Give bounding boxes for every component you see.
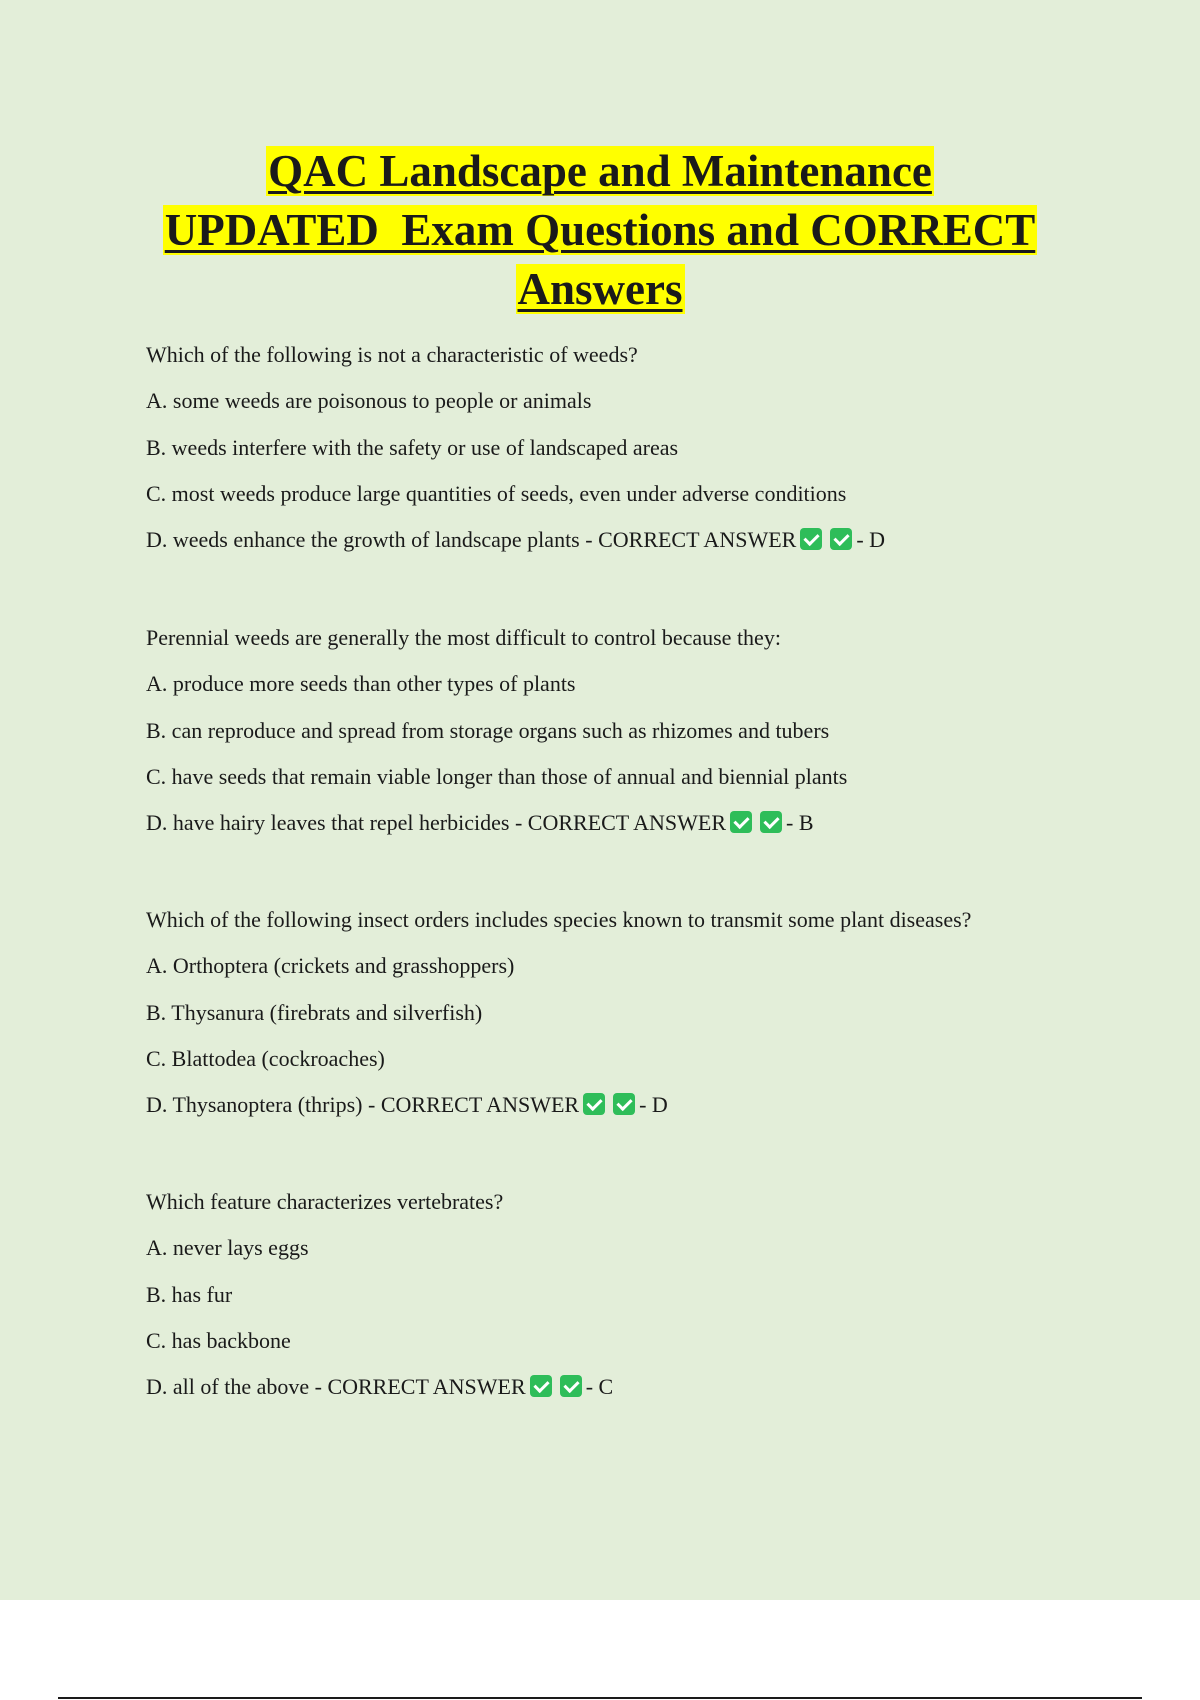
option-c: C. Blattodea (cockroaches) <box>146 1045 385 1071</box>
option-d: D. Thysanoptera (thrips) <box>146 1092 363 1118</box>
option-b: B. Thysanura (firebrats and silverfish) <box>146 999 483 1025</box>
option-d-with-answer: D. weeds enhance the growth of landscape plants - CORRECT ANSWER - D <box>146 527 886 553</box>
answer-letter: D <box>869 527 886 553</box>
option-b: B. can reproduce and spread from storage organs such as rhizomes and tubers <box>146 717 830 743</box>
option-a: A. Orthoptera (crickets and grasshoppers) <box>146 953 515 979</box>
check-mark-icon <box>613 1093 635 1115</box>
question-block-3 <box>146 904 1146 1135</box>
option-c: C. has backbone <box>146 1327 291 1353</box>
option-d-with-answer: D. Thysanoptera (thrips) - CORRECT ANSWER - D <box>146 1092 668 1118</box>
title-line-3: Answers <box>517 264 683 314</box>
option-a: A. produce more seeds than other types of plants <box>146 671 576 697</box>
option-c: C. most weeds produce large quantities of seeds, even under adverse conditions <box>146 480 847 506</box>
question-text: Which feature characterizes vertebrates? <box>146 1189 504 1214</box>
title-line-2: UPDATED Exam Questions and CORRECT <box>164 205 1036 255</box>
option-d-with-answer: D. all of the above - CORRECT ANSWER - C <box>146 1374 614 1400</box>
check-mark-icon <box>560 1375 582 1397</box>
answer-label: CORRECT ANSWER <box>327 1374 526 1400</box>
option-d-with-answer: D. have hairy leaves that repel herbicides - CORRECT ANSWER - B <box>146 810 814 836</box>
footer-divider <box>58 1697 1142 1699</box>
check-mark-icon <box>830 528 852 550</box>
option-d: D. have hairy leaves that repel herbicides <box>146 810 510 836</box>
check-mark-icon <box>800 528 822 550</box>
answer-letter: D <box>651 1092 668 1118</box>
answer-label: CORRECT ANSWER <box>598 527 797 553</box>
check-mark-icon <box>583 1093 605 1115</box>
answer-label: CORRECT ANSWER <box>527 810 727 836</box>
document-title <box>100 142 1100 319</box>
option-b: B. weeds interfere with the safety or use of landscaped areas <box>146 434 679 460</box>
option-d: D. weeds enhance the growth of landscape plants <box>146 527 580 553</box>
option-a: A. some weeds are poisonous to people or animals <box>146 388 592 414</box>
option-b: B. has fur <box>146 1281 233 1307</box>
question-block-1 <box>146 339 1146 570</box>
title-line-1: QAC Landscape and Maintenance <box>268 146 932 196</box>
check-mark-icon <box>730 811 752 833</box>
option-a: A. never lays eggs <box>146 1235 309 1261</box>
answer-label: CORRECT ANSWER <box>380 1092 580 1118</box>
answer-letter: B <box>798 810 814 836</box>
question-text: Perennial weeds are generally the most difficult to control because they: <box>146 625 781 650</box>
option-c: C. have seeds that remain viable longer than those of annual and biennial plants <box>146 763 848 789</box>
question-text: Which of the following insect orders includes species known to transmit some plant diseases? <box>146 907 972 932</box>
check-mark-icon <box>760 811 782 833</box>
question-block-2 <box>146 622 1146 853</box>
check-mark-icon <box>530 1375 552 1397</box>
answer-letter: C <box>598 1374 614 1400</box>
question-text: Which of the following is not a characteristic of weeds? <box>146 342 638 367</box>
option-d: D. all of the above <box>146 1374 310 1400</box>
question-block-4 <box>146 1186 1146 1417</box>
